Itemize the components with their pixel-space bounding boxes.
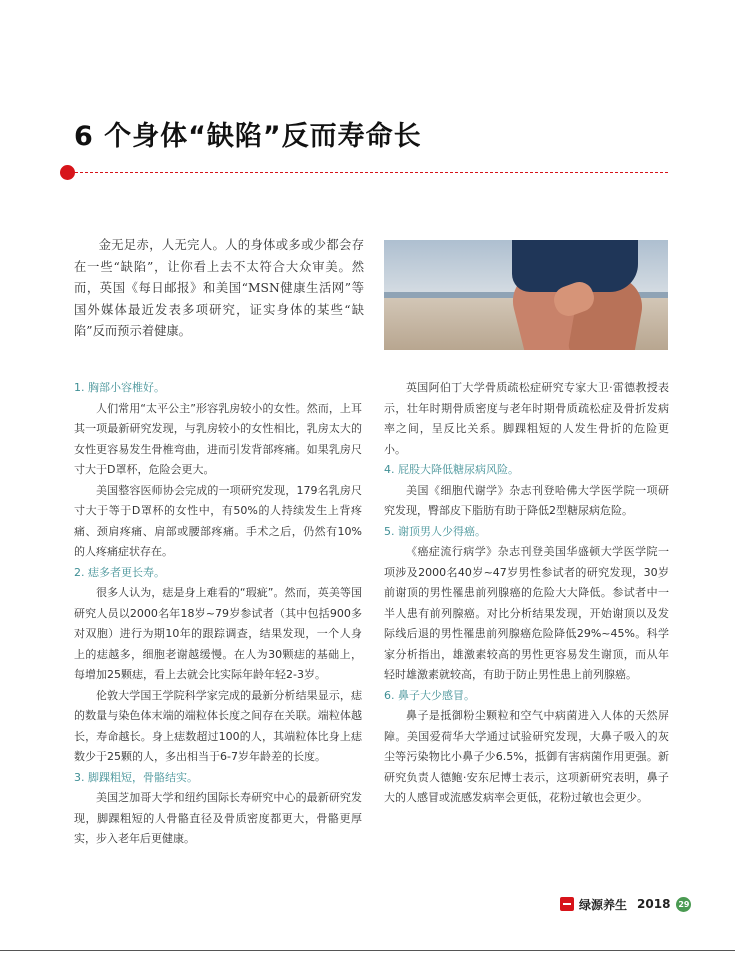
section-heading-6: 6. 鼻子大少感冒。	[384, 688, 475, 702]
section-1-paragraph-2: 美国整容医师协会完成的一项研究发现，179名乳房尺寸大于等于D罩杯的女性中，有50%的人持续发生上背疼痛、颈肩疼痛、肩部或腰部疼痛。手术之后，仍然有10%的人疼痛症状存在。	[74, 483, 362, 558]
article-photo	[384, 240, 668, 350]
page-number-badge: 29	[676, 897, 691, 912]
page-footer	[560, 893, 691, 915]
section-5-paragraph-1: 《癌症流行病学》杂志刊登美国华盛顿大学医学院一项涉及2000名40岁~47岁男性参试者的研究发现，30岁前谢顶的男性罹患前列腺癌的危险大大降低。参试者中一半人患有前列腺癌。对比分析结果发现，开始谢顶以及发际线后退的男性罹患前列腺癌危险降低29%~45%。科学家分析指出，雄激素较高的男性更容易发生谢顶，而从年轻时雄激素就较高，有助于防止男性患上前列腺癌。	[384, 545, 669, 681]
bottom-border	[0, 950, 735, 951]
section-heading-5: 5. 谢顶男人少得癌。	[384, 524, 486, 538]
section-3-paragraph-1: 美国芝加哥大学和纽约国际长寿研究中心的最新研究发现，脚踝粗短的人骨骼直径及骨质密度都更大，骨骼更厚实，步入老年后更健康。	[74, 791, 362, 845]
section-heading-1: 1. 胸部小容椎好。	[74, 381, 165, 394]
section-heading-4: 4. 屁股大降低糖尿病风险。	[384, 463, 519, 476]
issue-year: 2018	[637, 897, 671, 911]
magazine-logo-icon	[560, 897, 574, 911]
title-rule-line	[75, 172, 668, 173]
section-heading-2: 2. 痣多者更长寿。	[74, 565, 165, 579]
article-intro: 金无足赤，人无完人。人的身体或多或少都会存在一些“缺陷”，让你看上去不太符合大众审美。然而，英国《每日邮报》和美国“MSN健康生活网”等国外媒体最近发表多项研究，证实身体的某些“缺陷”反而预示着健康。	[74, 238, 364, 338]
section-heading-3: 3. 脚踝粗短，骨骼结实。	[74, 770, 198, 784]
section-6-paragraph-1: 鼻子是抵御粉尘颗粒和空气中病菌进入人体的天然屏障。美国爱荷华大学通过试验研究发现，大鼻子吸入的灰尘等污染物比小鼻子少6.5%，抵御有害病菌作用更强。新研究负责人德鲍·安东尼博士表示，这项新研究表明，鼻子大的人感冒或流感发病率会更低，花粉过敏也会更少。	[384, 709, 669, 804]
section-4-paragraph-1: 美国《细胞代谢学》杂志刊登哈佛大学医学院一项研究发现，臀部皮下脂肪有助于降低2型糖尿病危险。	[384, 483, 669, 517]
section-1-paragraph-1: 人们常用“太平公主”形容乳房较小的女性。然而，上耳其一项最新研究发现，与乳房较小的女性相比，乳房太大的女性更容易发生骨椎弯曲，进而引发背部疼痛。如果乳房尺寸大于D罩杯，危险会更大。	[74, 401, 362, 476]
section-2-paragraph-2: 伦敦大学国王学院科学家完成的最新分析结果显示，痣的数量与染色体末端的端粒体长度之间存在关联。端粒体越长，寿命越长。身上痣数超过100的人，其端粒体比身上痣数少于25颗的人，多出相当于6-7岁年龄差的长度。	[74, 688, 362, 763]
section-2-paragraph-1: 很多人认为，痣是身上难看的“瑕疵”。然而，英美等国研究人员以2000名年18岁~79岁参试者（其中包括900多对双胞）进行为期10年的跟踪调查，结果发现，一个人身上的痣越多，细胞老谢越缓慢。在人为30颗痣的基础上，每增加25颗痣，看上去就会比实际年龄年轻2-3岁。	[74, 586, 362, 681]
magazine-name: 绿源养生	[579, 897, 628, 912]
article-title: 6 个身体“缺陷”反而寿命长	[74, 121, 422, 152]
column-right	[384, 378, 669, 809]
column-left	[74, 378, 362, 850]
section-3-paragraph-2: 英国阿伯丁大学骨质疏松症研究专家大卫·雷德教授表示，壮年时期骨质密度与老年时期骨质疏松症及骨折发病率之间，呈反比关系。脚踝粗短的人发生骨折的危险更小。	[384, 381, 669, 456]
title-rule-dot-icon	[60, 165, 75, 180]
